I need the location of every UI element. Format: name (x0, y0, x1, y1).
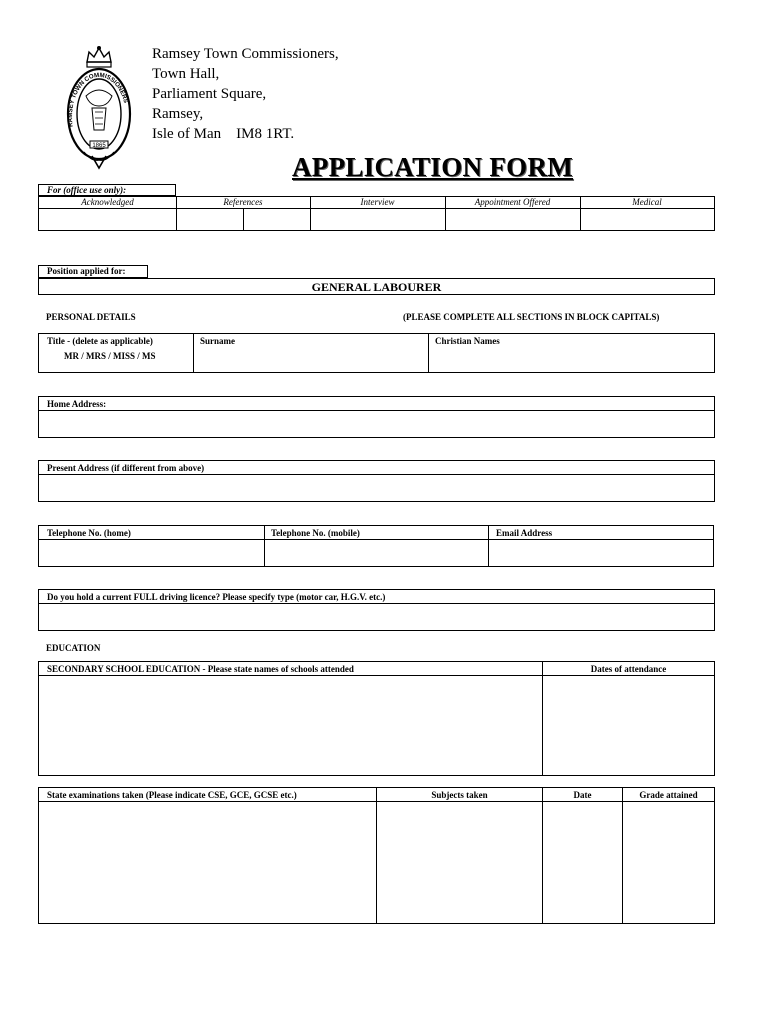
name-row (38, 333, 715, 373)
crest-logo (62, 44, 136, 170)
education-heading: EDUCATION (46, 643, 101, 653)
contact-row (38, 525, 714, 567)
grade-field[interactable] (623, 802, 713, 923)
crest-year: 1865 (92, 143, 106, 149)
address-line: Parliament Square, (152, 86, 267, 102)
office-col-medical: Medical (632, 197, 662, 207)
exams-label: State examinations taken (Please indicate CSE, GCE, GCSE etc.) (47, 790, 297, 800)
christian-names-label: Christian Names (435, 336, 500, 346)
office-col-references: References (223, 197, 263, 207)
crest-text: RAMSEY TOWN COMMISSIONERS (66, 71, 130, 128)
address-line: Isle of Man IM8 1RT. (152, 126, 295, 142)
present-address-label: Present Address (if different from above) (47, 463, 205, 473)
personal-details-heading: PERSONAL DETAILS (46, 312, 136, 322)
office-col-appointment: Appointment Offered (474, 197, 551, 207)
christian-names-field[interactable] (429, 346, 713, 372)
surname-label: Surname (200, 336, 236, 346)
tel-mobile-label: Telephone No. (mobile) (271, 528, 360, 538)
home-address-box (38, 396, 715, 438)
licence-label: Do you hold a current FULL driving licence? Please specify type (motor car, H.G.V. etc.) (47, 592, 386, 602)
position-label: Position applied for: (47, 266, 126, 276)
subjects-field[interactable] (377, 802, 541, 923)
exams-table (38, 787, 715, 924)
secondary-school-table (38, 661, 715, 776)
office-use-label: For (office use only): (47, 185, 127, 195)
title-label: Title - (delete as applicable) (47, 336, 153, 346)
dates-attendance-field[interactable] (543, 676, 713, 775)
dates-attendance-label: Dates of attendance (590, 664, 667, 674)
office-use-table (38, 196, 715, 231)
title-options[interactable]: MR / MRS / MISS / MS (64, 351, 156, 361)
licence-field[interactable] (40, 604, 713, 630)
address-line: Town Hall, (152, 66, 220, 82)
surname-field[interactable] (194, 346, 427, 372)
office-col-acknowledged: Acknowledged (81, 197, 134, 207)
date-label: Date (573, 790, 592, 800)
block-capitals-instruction: (PLEASE COMPLETE ALL SECTIONS IN BLOCK CAPITALS) (403, 312, 660, 322)
address-line: Ramsey Town Commissioners, (152, 46, 339, 62)
grade-label: Grade attained (639, 790, 698, 800)
position-field[interactable] (38, 278, 715, 295)
form-title: APPLICATION FORM (292, 152, 574, 182)
present-address-box (38, 460, 715, 502)
exams-field[interactable] (40, 802, 375, 923)
position-value: GENERAL LABOURER (311, 280, 442, 294)
exam-date-field[interactable] (543, 802, 621, 923)
home-address-label: Home Address: (47, 399, 107, 409)
email-field[interactable] (489, 540, 713, 566)
home-address-field[interactable] (40, 411, 713, 437)
position-label-box (38, 265, 148, 278)
licence-box (38, 589, 715, 631)
secondary-school-label: SECONDARY SCHOOL EDUCATION - Please state names of schools attended (47, 664, 354, 674)
subjects-label: Subjects taken (431, 790, 488, 800)
tel-home-field[interactable] (40, 540, 263, 566)
address-line: Ramsey, (152, 106, 204, 122)
organisation-address (152, 44, 339, 144)
email-label: Email Address (496, 528, 553, 538)
schools-field[interactable] (40, 676, 541, 775)
present-address-field[interactable] (40, 475, 713, 501)
office-use-label-box (38, 184, 176, 196)
office-col-interview: Interview (360, 197, 395, 207)
tel-mobile-field[interactable] (265, 540, 487, 566)
tel-home-label: Telephone No. (home) (47, 528, 131, 538)
